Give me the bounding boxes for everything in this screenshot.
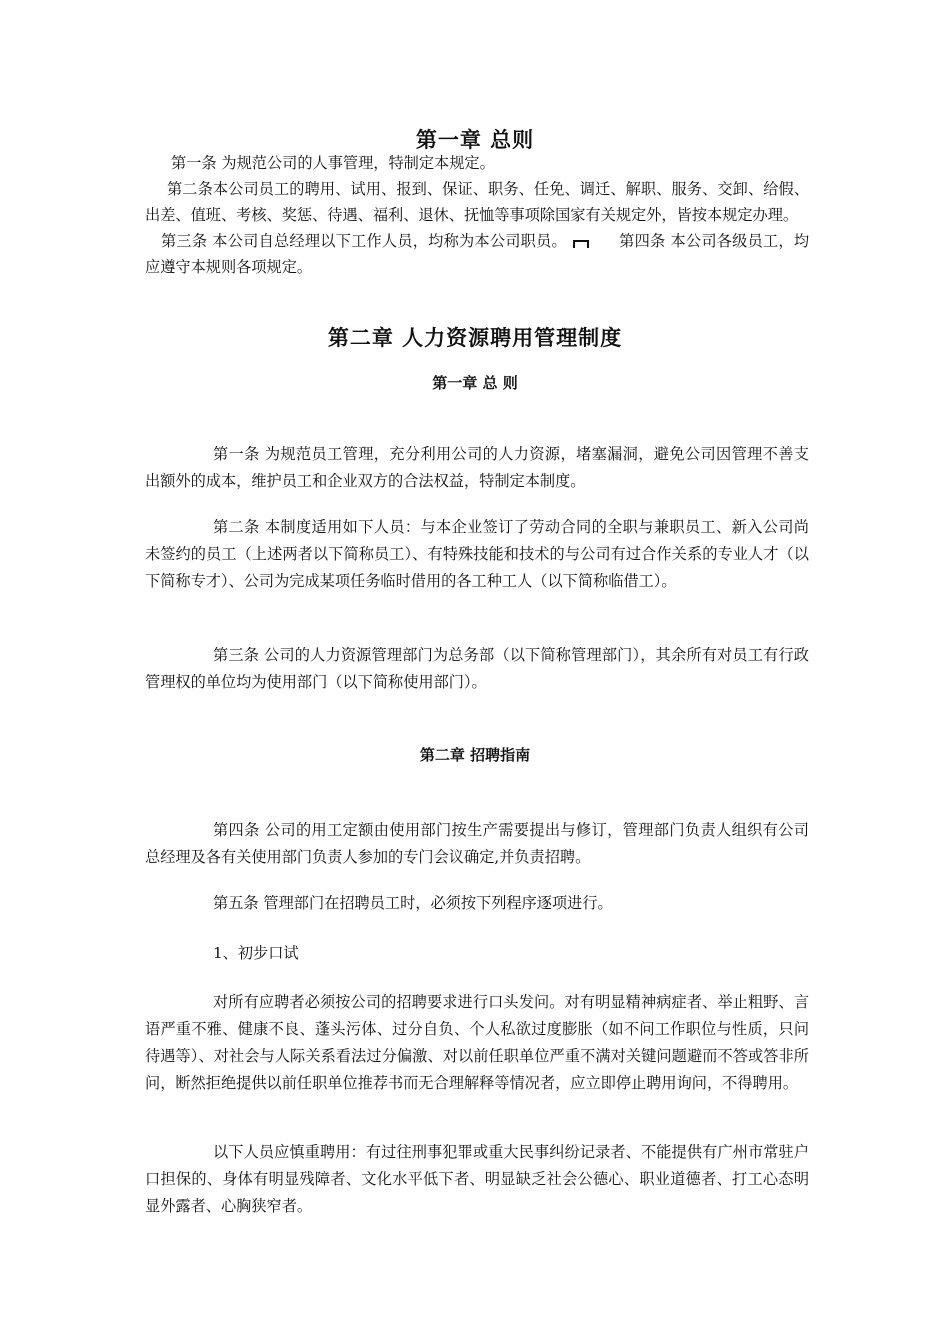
ch1-article3: 第三条 本公司自总经理以下工作人员，均称为本公司职员。 xyxy=(161,232,567,250)
ch1-article1: 第一条 为规范公司的人事管理，特制定本规定。 xyxy=(171,154,495,172)
chapter1-body xyxy=(145,150,809,280)
ch1-article2: 第二条本公司员工的聘用、试用、报到、保证、职务、任免、调迁、解职、服务、交卸、给假、出差、值班、考核、奖惩、待遇、福利、退休、抚恤等事项除国家有关规定外，皆按本规定办理。 xyxy=(145,180,809,224)
section2-title: 第二章 招聘指南 xyxy=(419,746,531,764)
list-item-1: 1、初步口试 xyxy=(213,944,299,962)
section1-title: 第一章 总 则 xyxy=(432,374,518,392)
ch1-article3-4 xyxy=(145,228,809,280)
ch2-article3: 第三条 公司的人力资源管理部门为总务部（以下简称管理部门），其余所有对员工有行政管理权的单位均为使用部门（以下简称使用部门）。 xyxy=(145,646,809,691)
ch2-article2: 第二条 本制度适用如下人员：与本企业签订了劳动合同的全职与兼职员工、新入公司尚未签约的员工（上述两者以下简称员工）、有特殊技能和技术的与公司有过合作关系的专业人才（以下简称专才）、公司为完成某项任务临时借用的各工种工人（以下简称临借工）。 xyxy=(145,518,809,590)
ch2-article4: 第四条 公司的用工定额由使用部门按生产需要提出与修订，管理部门负责人组织有公司总经理及各有关使用部门负责人参加的专门会议确定,并负责招聘。 xyxy=(145,821,809,866)
ch1-article4: 第四条 本公司各级员工，均应遵守本规则各项规定。 xyxy=(145,232,810,276)
ch2-article5: 第五条 管理部门在招聘员工时，必须按下列程序逐项进行。 xyxy=(213,894,613,912)
chapter1-title: 第一章 总则 xyxy=(415,127,535,152)
ch2-article1: 第一条 为规范员工管理，充分利用公司的人力资源，堵塞漏洞，避免公司因管理不善支出额外的成本，维护员工和企业双方的合法权益，特制定本制度。 xyxy=(145,445,809,490)
caution-paragraph: 以下人员应慎重聘用：有过往刑事犯罪或重大民事纠纷记录者、不能提供有广州市常驻户口担保的、身体有明显残障者、文化水平低下者、明显缺乏社会公德心、职业道德者、打工心态明显外露者、心胸狭窄者。 xyxy=(145,1143,809,1215)
chapter2-title: 第二章 人力资源聘用管理制度 xyxy=(327,325,623,350)
interview-paragraph: 对所有应聘者必须按公司的招聘要求进行口头发问。对有明显精神病症者、举止粗野、言语严重不雅、健康不良、蓬头污体、过分自负、个人私欲过度膨胀（如不问工作职位与性质，只问待遇等）、对社会与人际关系看法过分偏激、对以前任职单位严重不满对关键问题避而不答或答非所问，断然拒绝提供以前任职单位推荐书而无合理解释等情况者，应立即停止聘用询问，不得聘用。 xyxy=(145,993,809,1092)
bracket-mark-icon xyxy=(573,240,589,252)
